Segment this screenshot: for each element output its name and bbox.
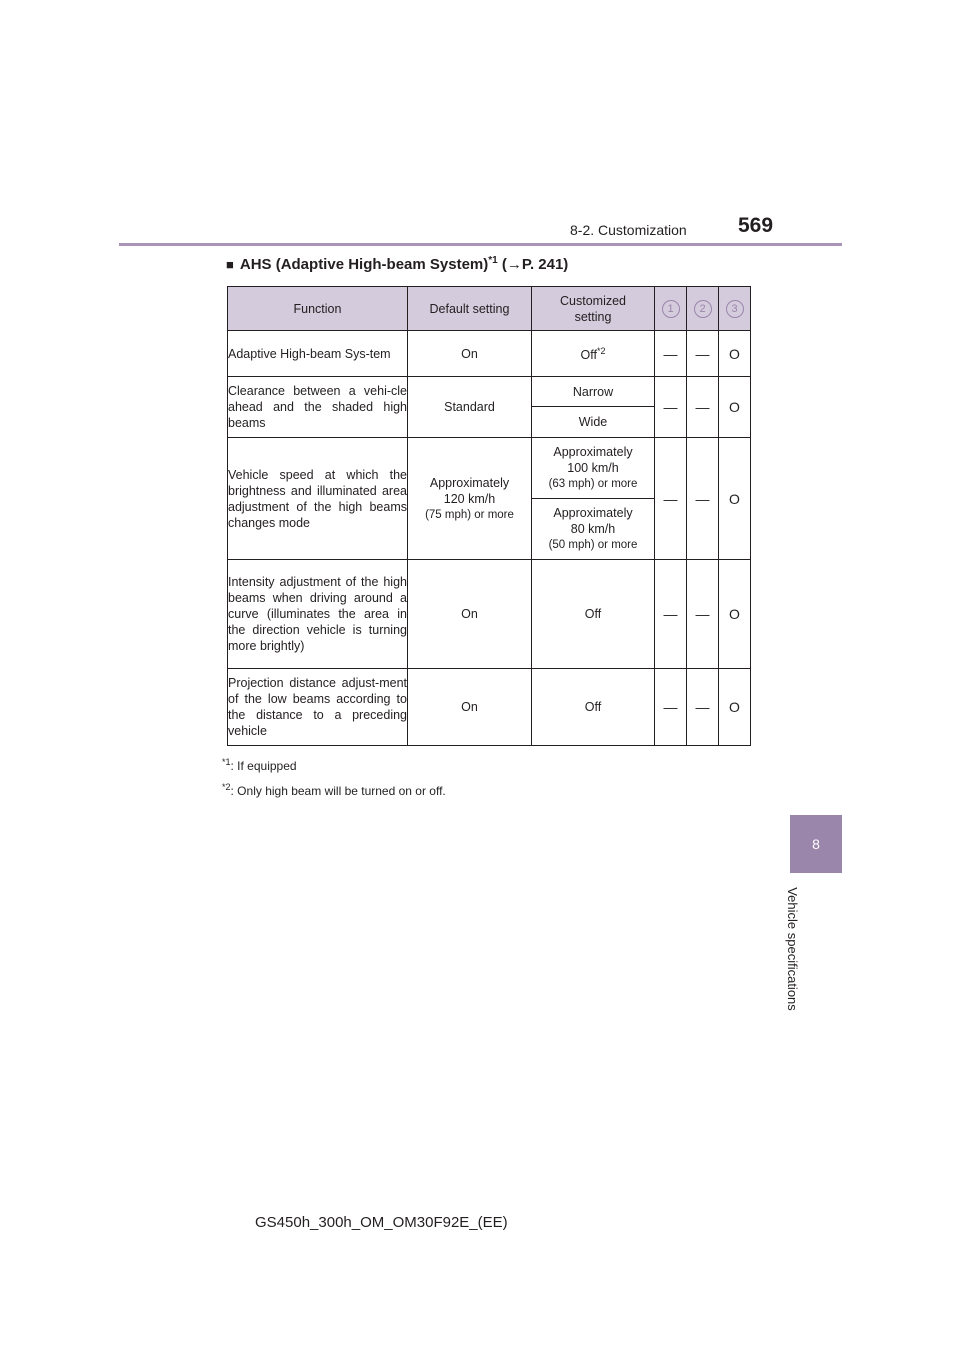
default-cell: On [408,560,532,669]
mark-cell: — [687,669,719,746]
mark-cell: — [655,438,687,560]
mark-cell: — [655,669,687,746]
column-header-default: Default setting [408,287,532,331]
circle-number-3-icon: 3 [726,300,744,318]
mark-cell: O [719,438,751,560]
option-cell: Wide [532,407,655,438]
function-cell: Projection distance adjust-ment of the low beams according to the distance to a preceding vehicle [228,669,408,746]
heading-text: AHS (Adaptive High-beam System) [239,256,489,273]
option-cell: Off$^{*2}$ [532,331,655,377]
circle-number-1-icon: 1 [662,300,680,318]
chapter-tab-label: Vehicle specifications [785,887,800,1011]
mark-cell: O [719,669,751,746]
footnote-2: $^{*2}$: Only high beam will be turned on or off. [222,782,446,798]
heading-note-ref: *1 [488,255,498,266]
option-cell: Off [532,669,655,746]
table-row [228,377,751,407]
option-cell: Approximately 100 km/h (63 mph) or more [532,438,655,499]
table-row [228,331,751,377]
default-cell: Standard [408,377,532,438]
column-header-customized: Customized setting [532,287,655,331]
option-cell: Approximately 80 km/h (50 mph) or more [532,499,655,560]
document-code: GS450h_300h_OM_OM30F92E_(EE) [255,1214,508,1231]
header-divider [119,243,842,246]
default-cell: On [408,331,532,377]
table-row [228,560,751,669]
section-title: 8-2. Customization [570,222,687,238]
customization-table [227,286,751,746]
mark-cell: — [655,331,687,377]
option-cell: Narrow [532,377,655,407]
mark-cell: — [655,377,687,438]
option-cell: Off [532,560,655,669]
chapter-tab: 8 [790,815,842,873]
mark-cell: — [687,331,719,377]
column-header-function: Function [228,287,408,331]
function-cell: Intensity adjustment of the high beams when driving around a curve (illuminates the area in the direction vehicle is turning more brightly) [228,560,408,669]
table-header-row [228,287,751,331]
function-cell: Vehicle speed at which the brightness and illuminated area adjustment of the high beams changes mode [228,438,408,560]
section-heading [226,255,568,273]
mark-cell: O [719,331,751,377]
mark-cell: — [687,438,719,560]
function-cell: Clearance between a vehi-cle ahead and the shaded high beams [228,377,408,438]
default-cell: On [408,669,532,746]
column-number-3 [719,287,751,331]
page-number: 569 [738,214,774,237]
mark-cell: — [687,560,719,669]
column-number-1 [655,287,687,331]
mark-cell: — [655,560,687,669]
column-number-2 [687,287,719,331]
mark-cell: O [719,377,751,438]
default-cell: Approximately 120 km/h (75 mph) or more [408,438,532,560]
mark-cell: O [719,560,751,669]
function-cell: Adaptive High-beam Sys-tem [228,331,408,377]
circle-number-2-icon: 2 [694,300,712,318]
mark-cell: — [687,377,719,438]
square-bullet-icon: ■ [226,257,234,272]
footnote-1: $^{*1}$: If equipped [222,757,297,773]
page-reference-link[interactable]: (→P. 241) [501,256,569,273]
table-row [228,438,751,499]
table-row [228,669,751,746]
